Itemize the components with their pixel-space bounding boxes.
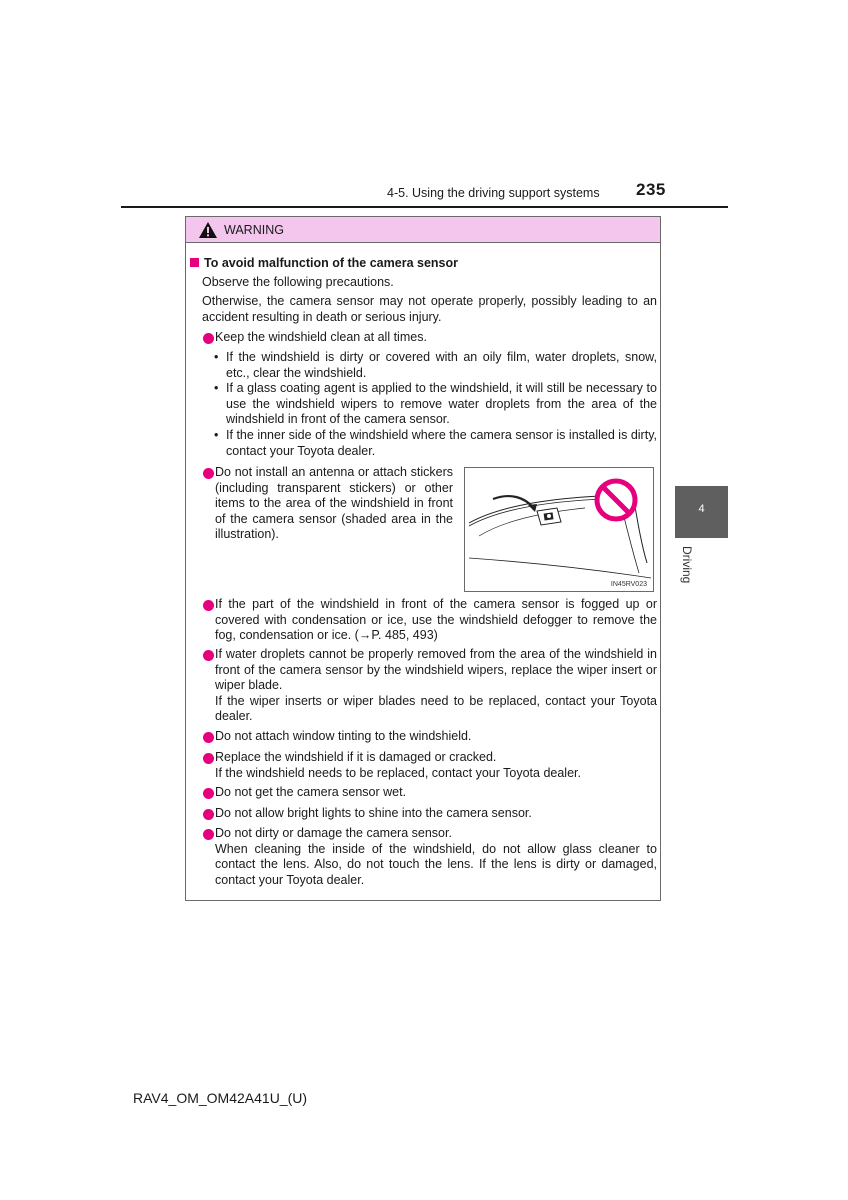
bullet-item: Replace the windshield if it is damaged or cracked. If the windshield needs to be replaced, contact your Toyota dealer.: [203, 750, 657, 781]
sub-bullet-item: • If the inner side of the windshield where the camera sensor is installed is dirty, contact your Toyota dealer.: [214, 428, 657, 458]
sub-bullet-item: • If the windshield is dirty or covered with an oily film, water droplets, snow, etc., clear the windshield.: [214, 350, 657, 380]
warning-box: [185, 216, 661, 901]
bullet-dot-icon: [203, 333, 214, 344]
chapter-label: Driving: [680, 546, 694, 584]
document-code: RAV4_OM_OM42A41U_(U): [133, 1090, 308, 1106]
square-bullet-icon: [190, 258, 199, 267]
chapter-number: 4: [698, 503, 705, 515]
bullet-item: Do not get the camera sensor wet.: [203, 785, 657, 801]
bullet-dot-icon: [203, 468, 214, 479]
warning-triangle-icon: [198, 221, 218, 239]
intro-text: Observe the following precautions.: [202, 275, 394, 289]
illustration-code: IN45RV023: [610, 581, 647, 588]
bullet-item: If the part of the windshield in front of the camera sensor is fogged up or covered with condensation or ice, use the windshield defogger to remove the fog, condensation or ice. (→P. 485, 493): [203, 597, 657, 644]
intro-text-2: Otherwise, the camera sensor may not operate properly, possibly leading to an accident resulting in death or serious injury.: [202, 294, 657, 324]
bullet-dot-icon: [203, 829, 214, 840]
bullet-dot-icon: [203, 753, 214, 764]
bullet-item: Do not attach window tinting to the windshield.: [203, 729, 657, 745]
bullet-dot-icon: [203, 809, 214, 820]
bullet-item: Do not allow bright lights to shine into the camera sensor.: [203, 806, 657, 822]
chapter-tab: [675, 486, 728, 538]
bullet-item: Do not install an antenna or attach stickers (including transparent stickers) or other items to the area of the windshield in front of the camera sensor (shaded area in the illustration).: [203, 465, 453, 543]
bullet-dot-icon: [203, 600, 214, 611]
windshield-diagram: [465, 468, 653, 591]
header-rule: [121, 206, 728, 208]
warning-header: [186, 217, 660, 243]
sub-bullet-item: • If a glass coating agent is applied to the windshield, it will still be necessary to use the windshield wipers to remove water droplets from the area of the windshield in front of the camera sensor.: [214, 381, 657, 427]
bullet-item: Do not dirty or damage the camera sensor. When cleaning the inside of the windshield, do not allow glass cleaner to contact the lens. Also, do not touch the lens. If the lens is dirty or damaged, contact your Toyota dealer.: [203, 826, 657, 888]
bullet-dot-icon: [203, 788, 214, 799]
bullet-dot-icon: [203, 650, 214, 661]
page-number: 235: [636, 180, 666, 199]
section-heading: To avoid malfunction of the camera sensor: [190, 256, 458, 272]
bullet-dot-icon: [203, 732, 214, 743]
warning-label: WARNING: [224, 223, 284, 237]
bullet-item: If water droplets cannot be properly removed from the area of the windshield in front of the camera sensor by the windshield wipers, replace the wiper insert or wiper blade. If the wiper inserts or wiper blades need to be replaced, contact your Toyota dealer.: [203, 647, 657, 725]
section-title: 4-5. Using the driving support systems: [387, 186, 600, 200]
bullet-item: Keep the windshield clean at all times.: [203, 330, 657, 346]
camera-sensor-illustration: [464, 467, 654, 592]
